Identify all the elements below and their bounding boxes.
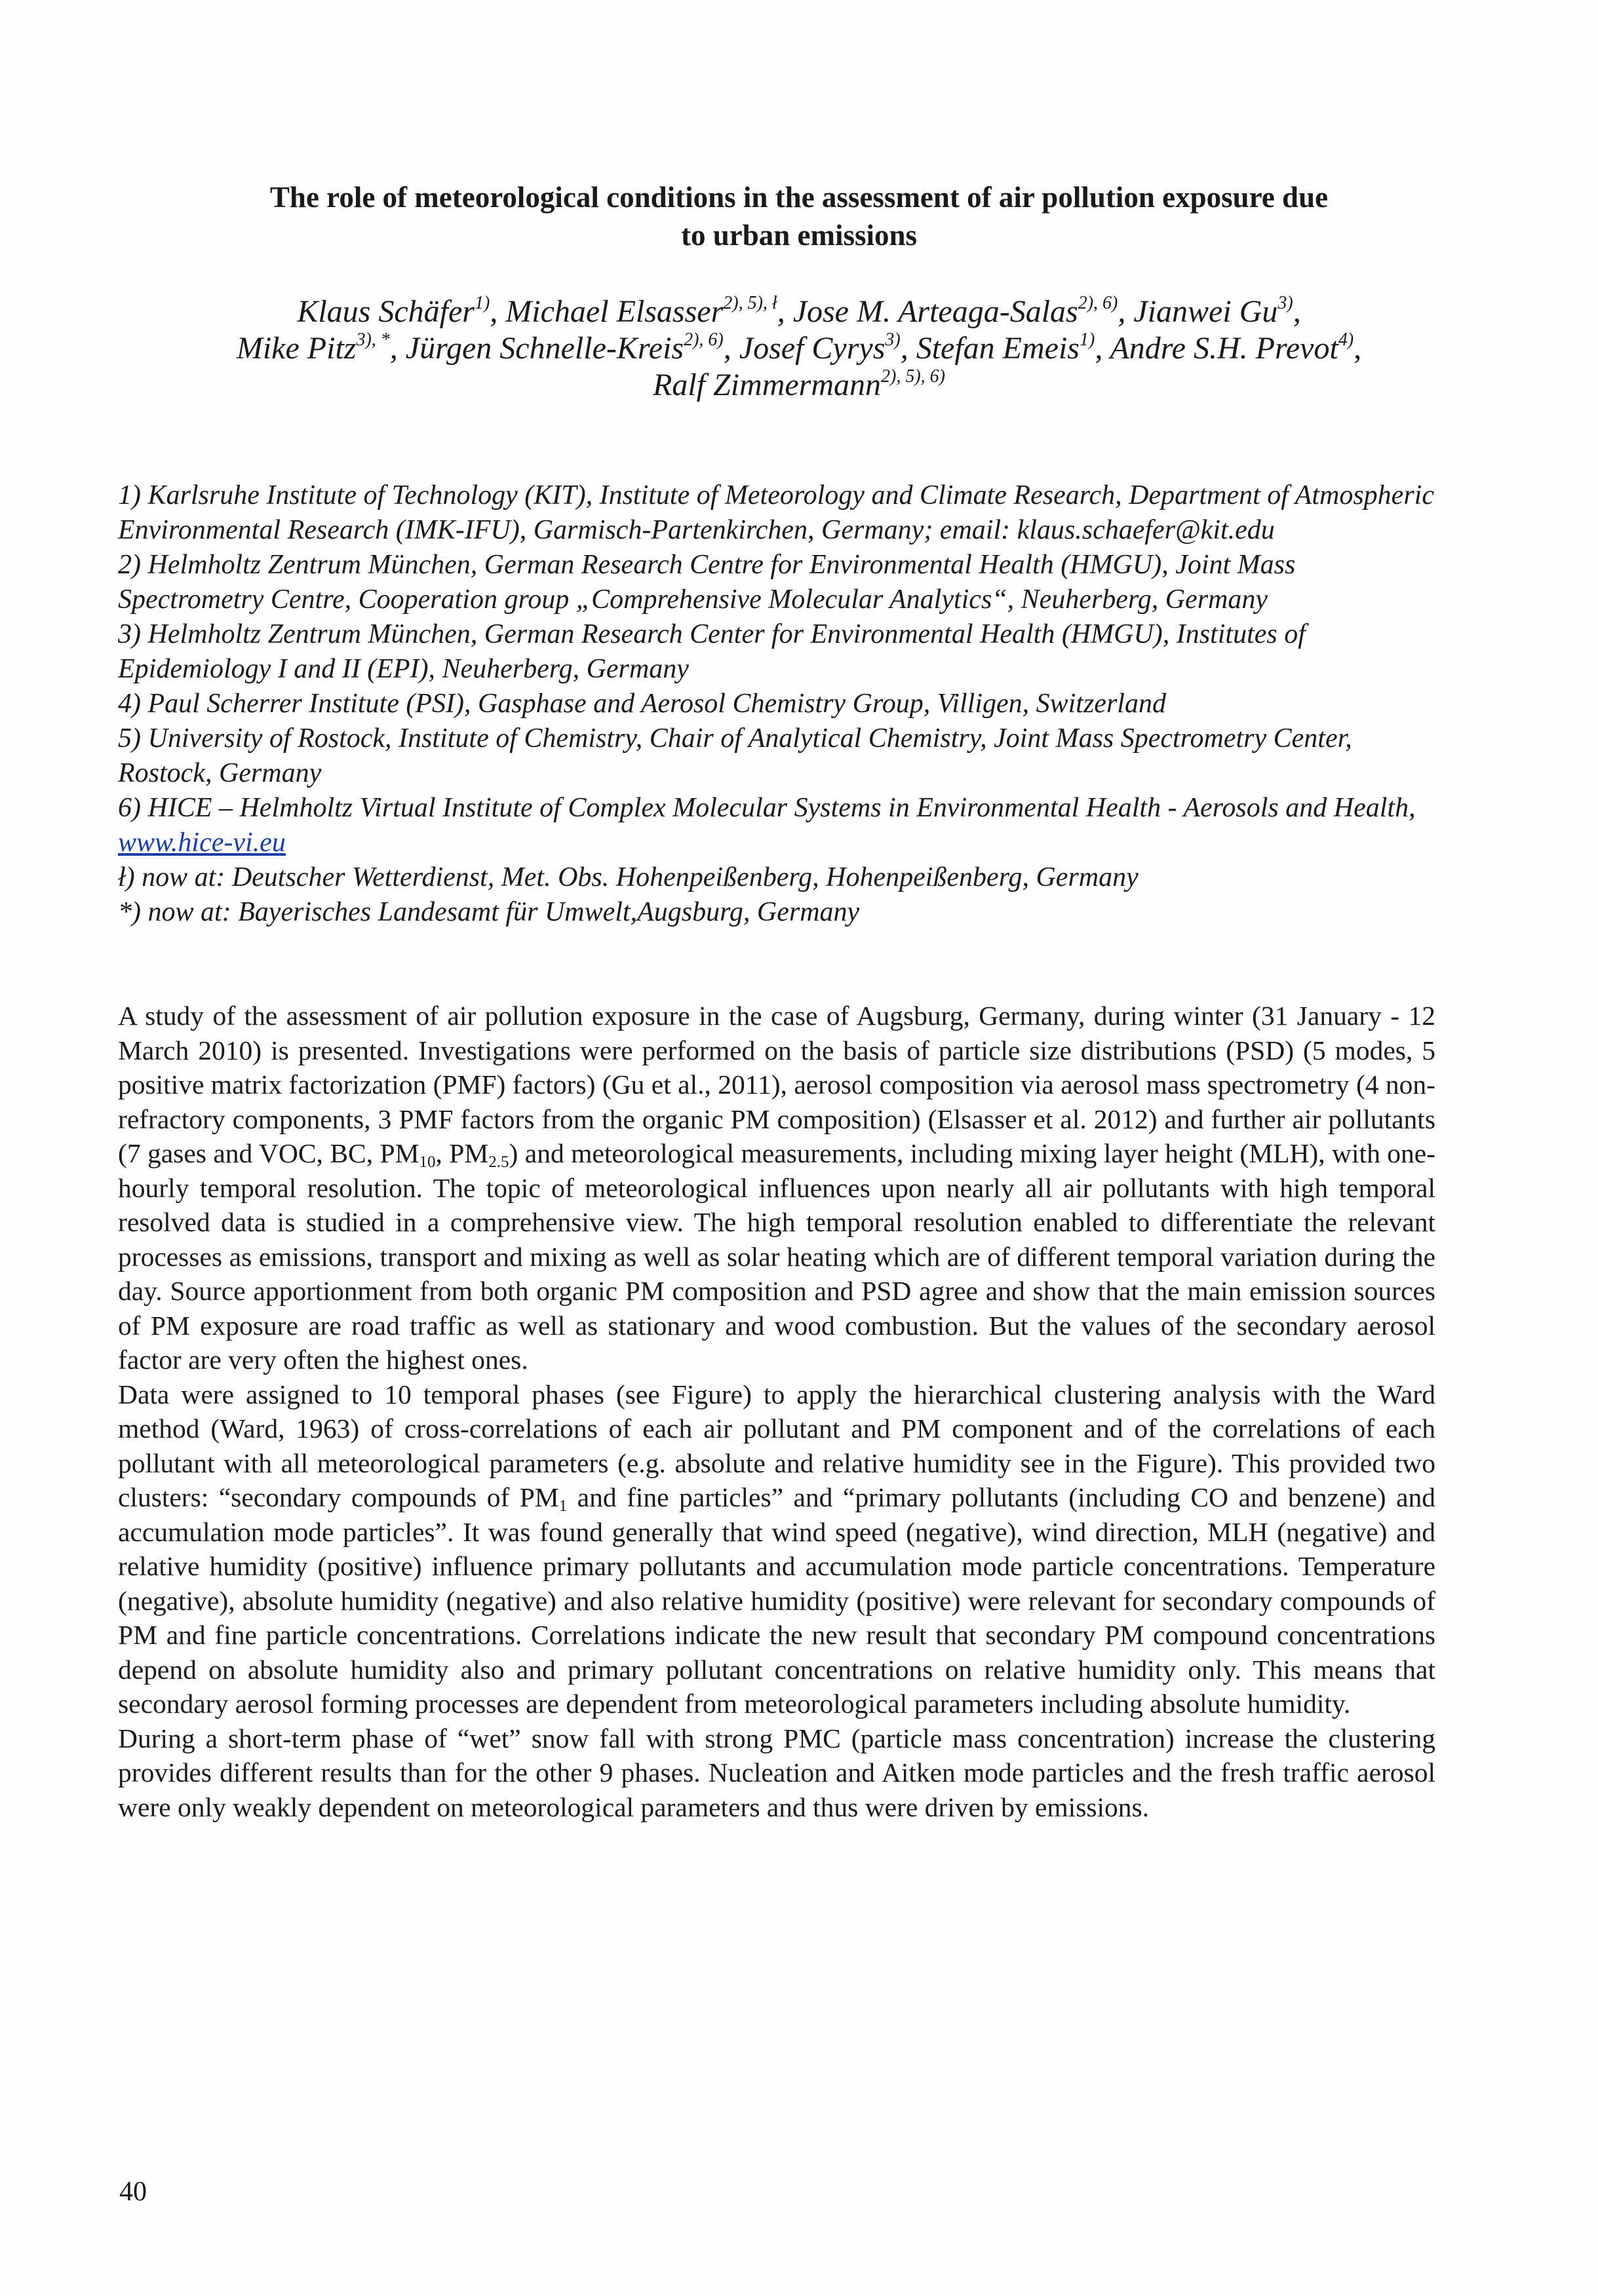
- author-name: Andre S.H. Prevot: [1110, 331, 1338, 366]
- abstract-paragraph-3: During a short-term phase of “wet” snow fall with strong PMC (particle mass concentration) increase the clustering provides different results than for the other 9 phases. Nucleation and Aitken mode particles and the fresh traffic aerosol were only weakly dependent on meteorological parameters and thus were driven by emissions.: [118, 1723, 1435, 1822]
- author-affiliation-marker: 1): [474, 293, 490, 313]
- author-name: Josef Cyrys: [739, 331, 886, 366]
- author-affiliation-marker: 2), 5), 6): [881, 366, 945, 387]
- author-name: Ralf Zimmermann: [653, 368, 881, 402]
- author-affiliation-marker: 2), 6): [684, 330, 724, 350]
- abstract-paragraph-2: Data were assigned to 10 temporal phases (see Figure) to apply the hierarchical clustering analysis with the Ward method (Ward, 1963) of cross-correlations of each air pollutant and PM component and of the correlations of each pollutant with all meteorological parameters (e.g. absolute and relative humidity see in the Figure). This provided two clusters: “secondary compounds of $PM_1$ and fine particles” and “primary pollutants (including CO and benzene) and accumulation mode particles”. It was found generally that wind speed (negative), wind direction, MLH (negative) and relative humidity (positive) influence primary pollutants and accumulation mode particle concentrations. Temperature (negative), absolute humidity (negative) and also relative humidity (positive) were relevant for secondary compounds of PM and fine particle concentrations. Correlations indicate the new result that secondary PM compound concentrations depend on absolute humidity also and primary pollutant concentrations on relative humidity only. This means that secondary aerosol forming processes are dependent from meteorological parameters including absolute humidity.: [118, 1379, 1435, 1719]
- title-line-2: to urban emissions: [680, 219, 918, 252]
- author-line-1: Klaus Schäfer$^{1)}$, Michael Elsasser$^{2), 5), ł}$, Jose M. Arteaga-Salas$^{2), 6)}$, Jianwei Gu$^{3)}$,: [297, 293, 1301, 329]
- affiliation-item: 6) HICE – Helmholtz Virtual Institute of Complex Molecular Systems in Environmental Health - Aerosols and Health, www.hice-vi.eu: [118, 793, 1416, 858]
- affiliation-list: [118, 478, 1442, 930]
- author-affiliation-marker: 2), 5), ł: [723, 293, 777, 313]
- present-address-note: *) now at: Bayerisches Landesamt für Umwelt,Augsburg, Germany: [118, 897, 860, 927]
- author-name: Michael Elsasser: [505, 294, 724, 329]
- author-list: [118, 294, 1480, 404]
- affiliation-item: 3) Helmholtz Zentrum München, German Research Center for Environmental Health (HMGU), Institutes of Epidemiology I and II (EPI), Neuherberg, Germany: [118, 619, 1306, 684]
- author-affiliation-marker: 1): [1079, 330, 1095, 350]
- abstract-paragraph-1: A study of the assessment of air pollution exposure in the case of Augsburg, Germany, during winter (31 January - 12 March 2010) is presented. Investigations were performed on the basis of particle size distributions (PSD) (5 modes, 5 positive matrix factorization (PMF) factors) (Gu et al., 2011), aerosol composition via aerosol mass spectrometry (4 non-refractory components, 3 PMF factors from the organic PM composition) (Elsasser et al. 2012) and further air pollutants (7 gases and VOC, BC, $PM_{10}$, $PM_{2.5}$) and meteorological measurements, including mixing layer height (MLH), with one-hourly temporal resolution. The topic of meteorological influences upon nearly all air pollutants with high temporal resolved data is studied in a comprehensive view. The high temporal resolution enabled to differentiate the relevant processes as emissions, transport and mixing as well as solar heating which are of different temporal variation during the day. Source apportionment from both organic PM composition and PSD agree and show that the main emission sources of PM exposure are road traffic as well as stationary and wood combustion. But the values of the secondary aerosol factor are very often the highest ones.: [118, 1001, 1435, 1375]
- present-address-note: ł) now at: Deutscher Wetterdienst, Met. Obs. Hohenpeißenberg, Hohenpeißenberg, Germany: [118, 862, 1139, 892]
- author-name: Jose M. Arteaga-Salas: [792, 294, 1078, 329]
- author-affiliation-marker: 3): [1277, 293, 1293, 313]
- affiliation-item: 1) Karlsruhe Institute of Technology (KIT), Institute of Meteorology and Climate Research, Department of Atmospheric Environmental Research (IMK-IFU), Garmisch-Partenkirchen, Germany; email: klaus.schaefer@kit.edu: [118, 480, 1434, 545]
- author-affiliation-marker: 2), 6): [1078, 293, 1118, 313]
- author-line-3: [118, 367, 1480, 404]
- author-affiliation-marker: 3): [885, 330, 901, 350]
- author-name: Klaus Schäfer: [297, 294, 475, 329]
- page-number: 40: [119, 2177, 147, 2207]
- title-line-1: The role of meteorological conditions in the assessment of air pollution exposure due: [269, 181, 1329, 214]
- author-affiliation-marker: 4): [1338, 330, 1354, 350]
- abstract-body: [118, 999, 1435, 1824]
- author-name: Jürgen Schnelle-Kreis: [405, 331, 684, 366]
- hice-website-link[interactable]: www.hice-vi.eu: [118, 828, 286, 858]
- author-name: Mike Pitz: [236, 331, 357, 366]
- author-line-2: Mike Pitz$^{3), *}$, Jürgen Schnelle-Kreis$^{2), 6)}$, Josef Cyrys$^{3)}$, Stefan Emeis$^{1)}$, Andre S.H. Prevot$^{4)}$,: [236, 330, 1362, 366]
- affiliation-item: 2) Helmholtz Zentrum München, German Research Centre for Environmental Health (HMGU), Joint Mass Spectrometry Centre, Cooperation group „Comprehensive Molecular Analytics“, Neuherberg, Germany: [118, 550, 1296, 615]
- author-name: Stefan Emeis: [916, 331, 1080, 366]
- author-affiliation-marker: 3), *: [356, 330, 390, 350]
- affiliation-item: 4) Paul Scherrer Institute (PSI), Gasphase and Aerosol Chemistry Group, Villigen, Switzerland: [118, 689, 1166, 719]
- paper-title: [118, 178, 1480, 254]
- affiliation-item: 5) University of Rostock, Institute of Chemistry, Chair of Analytical Chemistry, Joint Mass Spectrometry Center, Rostock, Germany: [118, 723, 1352, 788]
- author-name: Jianwei Gu: [1133, 294, 1278, 329]
